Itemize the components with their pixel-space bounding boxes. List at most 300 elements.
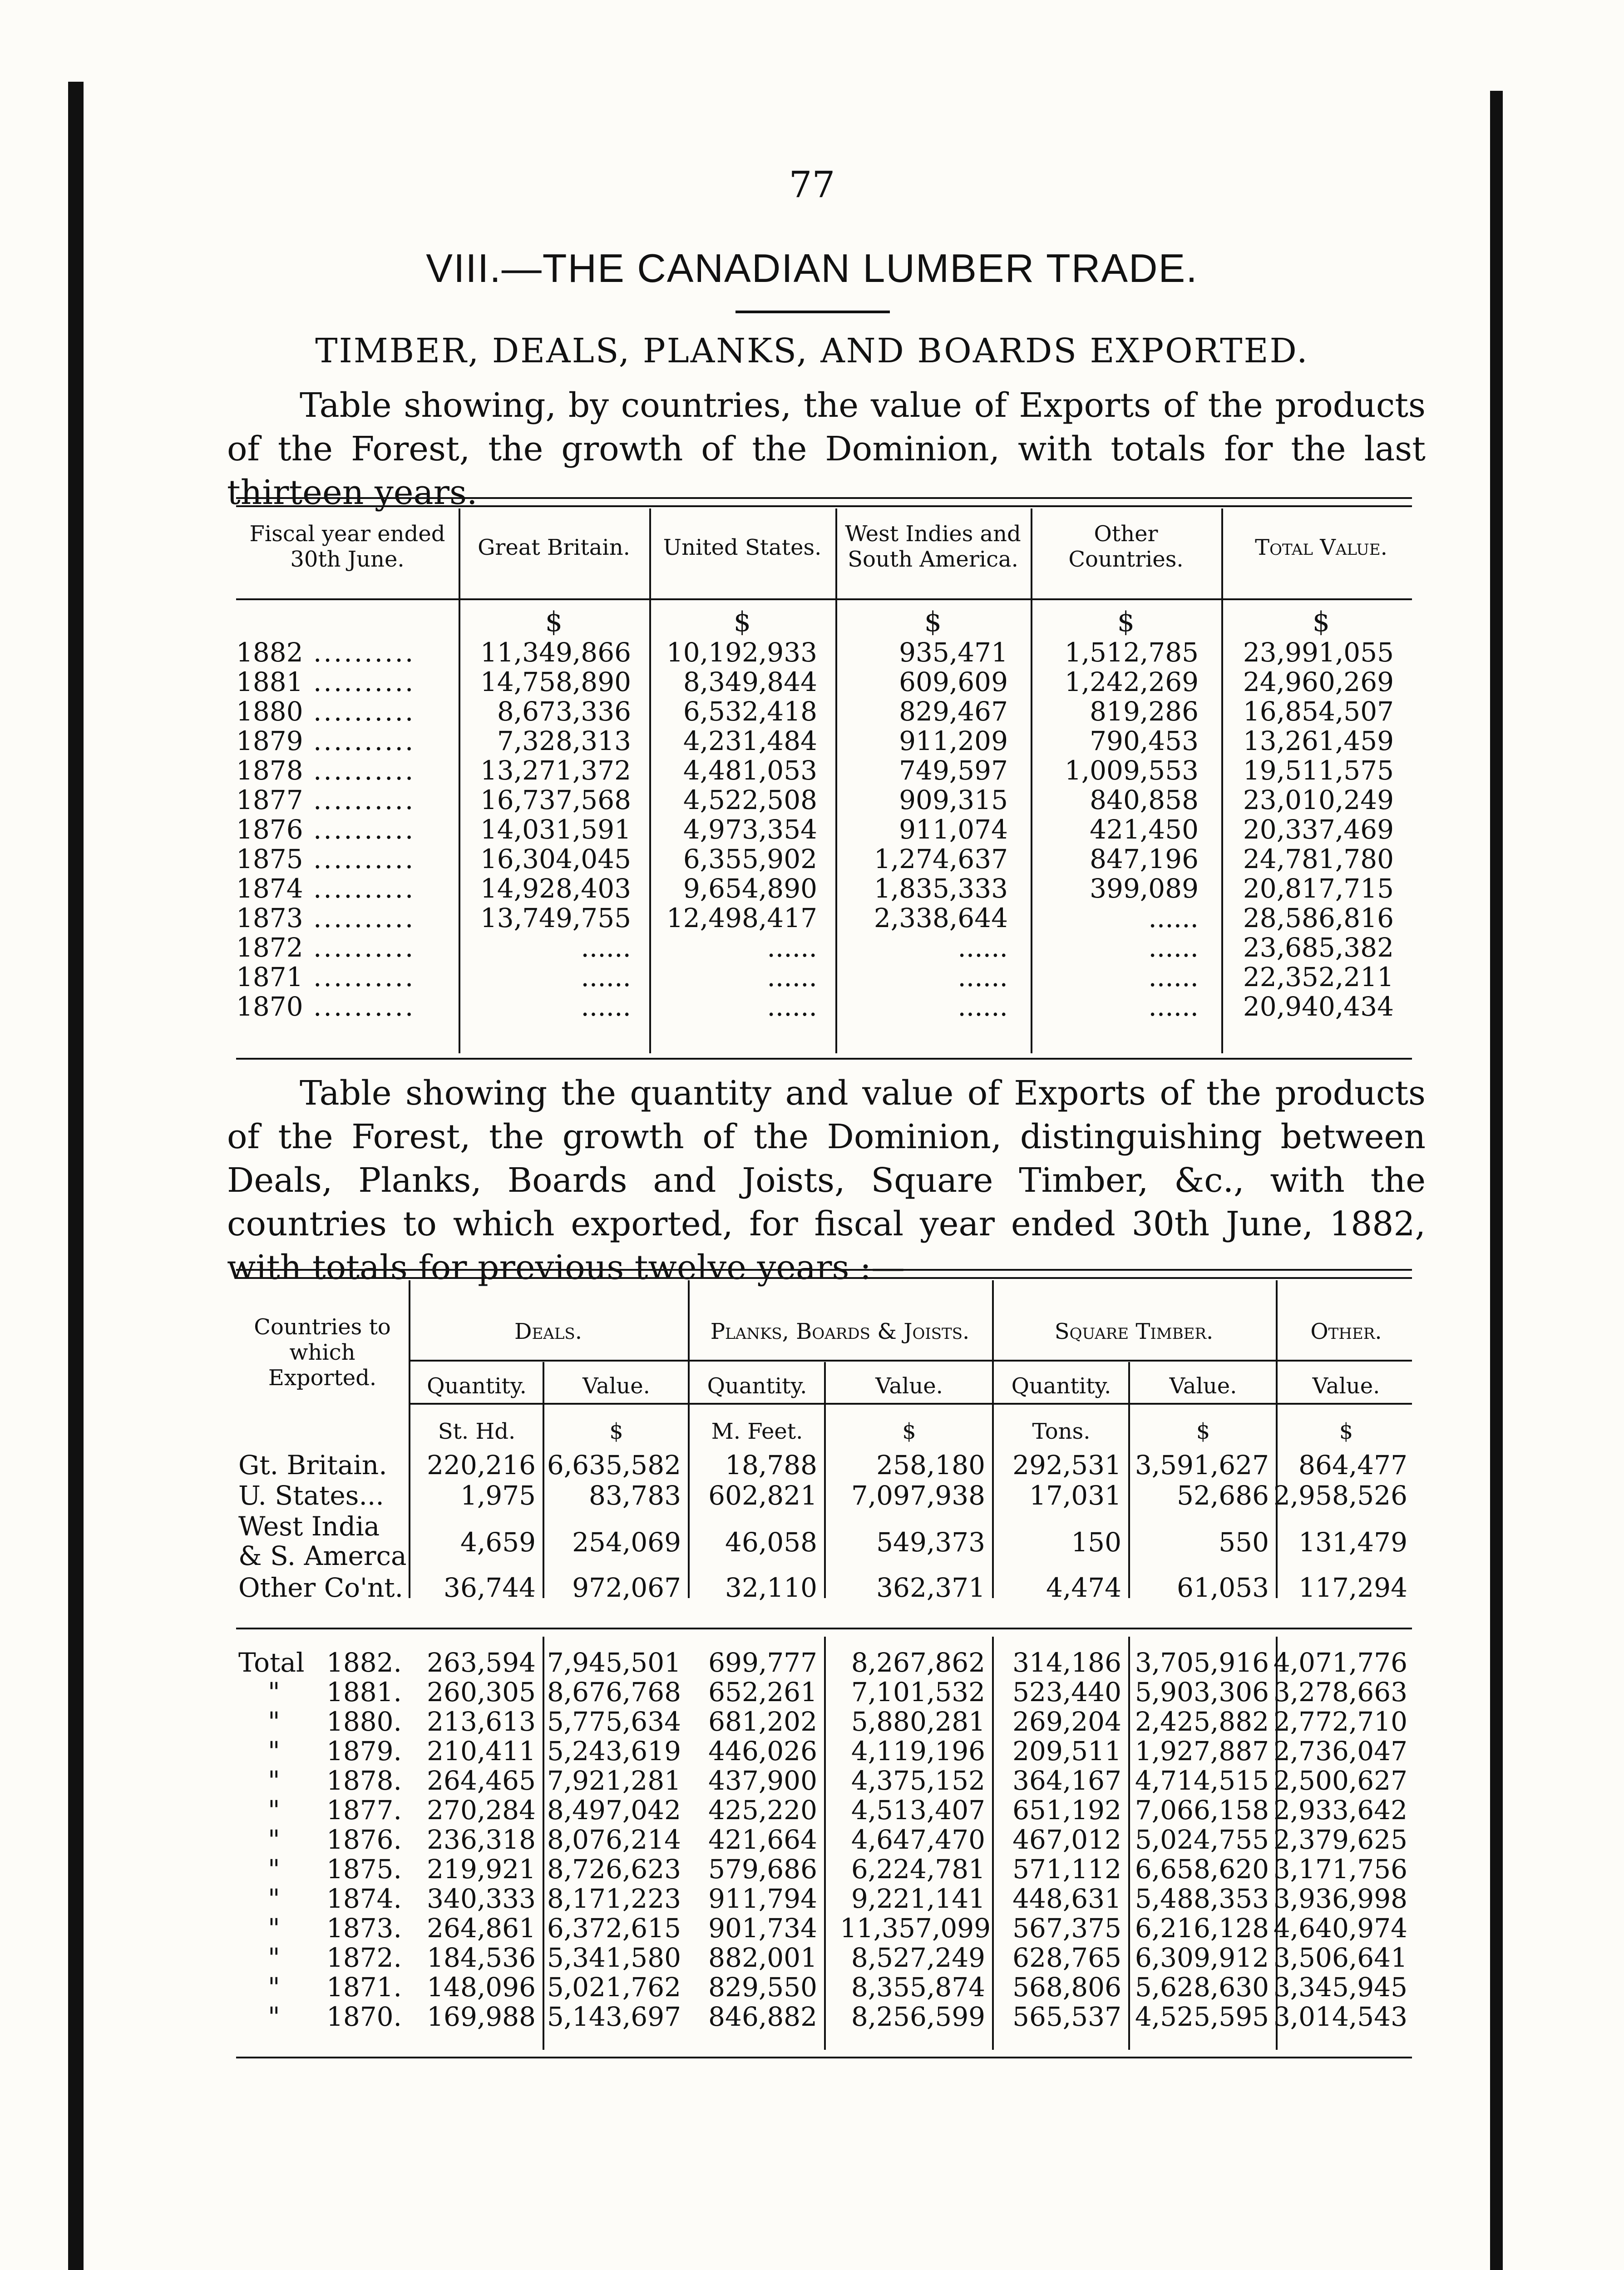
t2-cell-total-label: Total <box>238 1647 305 1678</box>
t2-unit: $ <box>1196 1419 1210 1444</box>
t2-cell-square-quantity: 209,511 <box>1012 1736 1121 1767</box>
t2-cell-deals-value: 83,783 <box>589 1480 681 1511</box>
t1-cell-total-value: 20,337,469 <box>1243 814 1394 845</box>
t1-cell-west-indies: 935,471 <box>899 637 1008 668</box>
t2-cell-square-value: 5,628,630 <box>1135 1972 1269 2003</box>
t2-header-deals: Deals. <box>514 1319 582 1344</box>
t2-cell-square-quantity: 565,537 <box>1012 2001 1121 2032</box>
t2-cell-square-quantity: 364,167 <box>1012 1765 1121 1796</box>
t2-cell-square-quantity: 314,186 <box>1012 1647 1121 1678</box>
t1-cell-year: 1876 <box>236 814 303 845</box>
t2-cell-square-quantity: 571,112 <box>1012 1854 1121 1885</box>
t2-unit: M. Feet. <box>711 1419 803 1444</box>
t1-cell-great-britain: 14,928,403 <box>480 873 631 904</box>
t2-cell-square-quantity: 568,806 <box>1012 1972 1121 2003</box>
table-2-group-rule <box>409 1360 1412 1362</box>
t2-cell-planks-value: 4,119,196 <box>851 1736 985 1767</box>
t2-cell-deals-quantity: 260,305 <box>427 1677 536 1707</box>
t2-cell-deals-value: 7,921,281 <box>547 1765 681 1796</box>
t2-cell-planks-value: 8,267,862 <box>851 1647 985 1678</box>
t1-cell-great-britain: 7,328,313 <box>497 725 631 756</box>
t2-cell-planks-value: 258,180 <box>876 1450 985 1480</box>
t1-cell-west-indies: ...... <box>958 991 1008 1022</box>
t1-cell-united-states: 6,532,418 <box>683 696 817 727</box>
t2-cell-country: West India <box>238 1511 380 1542</box>
t2-cell-square-value: 4,714,515 <box>1135 1765 1269 1796</box>
t2-cell-total-label: " <box>268 1677 280 1707</box>
t1-cell-united-states: 10,192,933 <box>666 637 817 668</box>
t1-cell-united-states: 6,355,902 <box>683 844 817 874</box>
table-row <box>0 1796 1624 1825</box>
t2-cell-planks-value: 9,221,141 <box>851 1883 985 1914</box>
table-row <box>0 1825 1624 1855</box>
t2-cell-deals-quantity: 1,975 <box>460 1480 536 1511</box>
t1-cell-total-value: 24,960,269 <box>1243 666 1394 697</box>
intro-paragraph-1: Table showing, by countries, the value of Exports of the products of the Forest, the growth of the Dominion, with totals for the last thirteen years. <box>227 386 1426 512</box>
t2-cell-total-year: 1876. <box>326 1824 402 1855</box>
t2-header-countries: Countries to which Exported. <box>254 1314 391 1391</box>
t2-cell-total-label: " <box>268 1942 280 1973</box>
t2-cell-planks-quantity: 446,026 <box>708 1736 817 1767</box>
t1-cell-united-states: 8,349,844 <box>683 666 817 697</box>
t1-cell-great-britain: 14,758,890 <box>480 666 631 697</box>
t2-cell-other-value: 3,014,543 <box>1273 2001 1407 2032</box>
t1-cell-year: 1878 <box>236 755 303 786</box>
t2-cell-total-label: " <box>268 1972 280 2003</box>
table-row <box>0 874 1624 903</box>
t2-cell-other-value: 2,379,625 <box>1273 1824 1407 1855</box>
t1-header-total-value: Total Value. <box>1255 535 1387 560</box>
t1-cell-total-value: 23,010,249 <box>1243 785 1394 815</box>
t2-cell-square-quantity: 651,192 <box>1012 1795 1121 1826</box>
t2-cell-square-value: 61,053 <box>1177 1572 1269 1603</box>
leader-dots: .......... <box>313 991 415 1022</box>
t2-cell-deals-value: 6,372,615 <box>547 1913 681 1944</box>
t2-cell-other-value: 864,477 <box>1298 1450 1407 1480</box>
leader-dots: .......... <box>313 755 415 786</box>
t2-cell-other-value: 4,640,974 <box>1273 1913 1407 1944</box>
section-title: VIII.—THE CANADIAN LUMBER TRADE. <box>426 246 1198 291</box>
t2-cell-deals-quantity: 236,318 <box>427 1824 536 1855</box>
table-row <box>0 726 1624 756</box>
t2-cell-planks-value: 4,375,152 <box>851 1765 985 1796</box>
t2-cell-other-value: 2,500,627 <box>1273 1765 1407 1796</box>
table-2-subcol-rule <box>1128 1362 1130 1598</box>
t1-cell-total-value: 20,817,715 <box>1243 873 1394 904</box>
t2-cell-square-quantity: 4,474 <box>1046 1572 1121 1603</box>
t2-cell-deals-quantity: 36,744 <box>444 1572 536 1603</box>
table-1-header-rule <box>236 598 1412 600</box>
t2-cell-total-label: " <box>268 1795 280 1826</box>
t2-unit: $ <box>1339 1419 1353 1444</box>
t1-cell-other-countries: 840,858 <box>1090 785 1199 815</box>
leader-dots: .......... <box>313 666 415 697</box>
title-rule <box>735 311 890 313</box>
t2-cell-total-year: 1872. <box>326 1942 402 1973</box>
page-number: 77 <box>789 163 835 206</box>
t2-sub-value: Value. <box>1312 1373 1380 1399</box>
t1-cell-total-value: 23,991,055 <box>1243 637 1394 668</box>
t2-cell-planks-quantity: 699,777 <box>708 1647 817 1678</box>
leader-dots: .......... <box>313 932 415 963</box>
t1-cell-west-indies: ...... <box>958 932 1008 963</box>
t2-cell-square-quantity: 523,440 <box>1012 1677 1121 1707</box>
t2-unit: $ <box>609 1419 623 1444</box>
t1-cell-other-countries: 421,450 <box>1090 814 1199 845</box>
t1-cell-total-value: 22,352,211 <box>1243 962 1394 992</box>
t2-cell-square-value: 7,066,158 <box>1135 1795 1269 1826</box>
table-row <box>0 697 1624 726</box>
t1-header-great-britain: Great Britain. <box>478 535 630 560</box>
leader-dots: .......... <box>313 903 415 933</box>
t1-cell-west-indies: 749,597 <box>899 755 1008 786</box>
leader-dots: .......... <box>313 785 415 815</box>
t2-cell-deals-value: 8,497,042 <box>547 1795 681 1826</box>
t2-sub-value: Value. <box>582 1373 650 1399</box>
t2-cell-other-value: 2,933,642 <box>1273 1795 1407 1826</box>
t1-cell-united-states: 9,654,890 <box>683 873 817 904</box>
t1-cell-year: 1881 <box>236 666 303 697</box>
t2-cell-planks-value: 8,527,249 <box>851 1942 985 1973</box>
leader-dots: .......... <box>313 814 415 845</box>
t2-cell-planks-value: 549,373 <box>876 1527 985 1558</box>
t2-cell-other-value: 3,345,945 <box>1273 1972 1407 2003</box>
t2-cell-square-value: 3,591,627 <box>1135 1450 1269 1480</box>
t2-cell-square-value: 5,488,353 <box>1135 1883 1269 1914</box>
t2-cell-deals-value: 254,069 <box>572 1527 681 1558</box>
t2-cell-deals-quantity: 270,284 <box>427 1795 536 1826</box>
t1-unit-dollar: $ <box>733 606 751 638</box>
t1-cell-united-states: 4,973,354 <box>683 814 817 845</box>
table-row <box>0 903 1624 933</box>
t2-cell-planks-quantity: 901,734 <box>708 1913 817 1944</box>
leader-dots: .......... <box>313 962 415 992</box>
t2-cell-deals-value: 972,067 <box>572 1572 681 1603</box>
table-row <box>0 785 1624 815</box>
table-row <box>0 1737 1624 1766</box>
t2-cell-other-value: 3,171,756 <box>1273 1854 1407 1885</box>
t1-cell-other-countries: 819,286 <box>1090 696 1199 727</box>
t1-cell-great-britain: 13,271,372 <box>480 755 631 786</box>
t2-cell-square-quantity: 567,375 <box>1012 1913 1121 1944</box>
t1-cell-year: 1879 <box>236 725 303 756</box>
table-2-bottom-rule <box>236 2057 1412 2058</box>
t1-cell-year: 1880 <box>236 696 303 727</box>
t1-cell-great-britain: 16,737,568 <box>480 785 631 815</box>
t2-cell-other-value: 3,506,641 <box>1273 1942 1407 1973</box>
table-row <box>0 815 1624 844</box>
t2-cell-deals-value: 8,726,623 <box>547 1854 681 1885</box>
table-row <box>0 1707 1624 1737</box>
leader-dots: .......... <box>313 844 415 874</box>
t1-cell-west-indies: 609,609 <box>899 666 1008 697</box>
t2-cell-planks-quantity: 46,058 <box>725 1527 817 1558</box>
t1-cell-other-countries: 790,453 <box>1090 725 1199 756</box>
t2-unit: St. Hd. <box>438 1419 516 1444</box>
t2-cell-total-label: " <box>268 1736 280 1767</box>
t2-cell-total-year: 1877. <box>326 1795 402 1826</box>
t2-cell-other-value: 131,479 <box>1298 1527 1407 1558</box>
t1-cell-great-britain: ...... <box>581 991 631 1022</box>
t1-cell-year: 1871 <box>236 962 303 992</box>
t2-cell-planks-quantity: 681,202 <box>708 1706 817 1737</box>
t2-cell-planks-value: 8,355,874 <box>851 1972 985 2003</box>
t1-cell-year: 1874 <box>236 873 303 904</box>
leader-dots: .......... <box>313 725 415 756</box>
t1-cell-year: 1872 <box>236 932 303 963</box>
t1-cell-west-indies: 909,315 <box>899 785 1008 815</box>
t2-cell-deals-value: 5,021,762 <box>547 1972 681 2003</box>
t1-cell-total-value: 20,940,434 <box>1243 991 1394 1022</box>
t2-cell-square-value: 4,525,595 <box>1135 2001 1269 2032</box>
leader-dots: .......... <box>313 637 415 668</box>
t2-cell-square-value: 5,903,306 <box>1135 1677 1269 1707</box>
leader-dots: .......... <box>313 696 415 727</box>
t2-cell-country: Gt. Britain. <box>238 1450 387 1480</box>
t2-cell-total-label: " <box>268 2001 280 2032</box>
t2-cell-planks-quantity: 579,686 <box>708 1854 817 1885</box>
table-2-subcol-rule <box>824 1362 826 1598</box>
t2-cell-total-label: " <box>268 1913 280 1944</box>
t2-cell-square-value: 5,024,755 <box>1135 1824 1269 1855</box>
t1-cell-great-britain: 8,673,336 <box>497 696 631 727</box>
t2-cell-deals-quantity: 210,411 <box>427 1736 536 1767</box>
t1-cell-united-states: 4,522,508 <box>683 785 817 815</box>
t2-cell-planks-value: 5,880,281 <box>851 1706 985 1737</box>
t2-cell-planks-value: 362,371 <box>876 1572 985 1603</box>
t2-cell-square-value: 6,658,620 <box>1135 1854 1269 1885</box>
t2-cell-square-quantity: 292,531 <box>1012 1450 1121 1480</box>
t2-cell-total-label: " <box>268 1854 280 1885</box>
subtitle: TIMBER, DEALS, PLANKS, AND BOARDS EXPORTED. <box>315 331 1309 370</box>
table-row <box>0 1451 1624 1480</box>
t2-cell-square-quantity: 467,012 <box>1012 1824 1121 1855</box>
t2-cell-deals-quantity: 219,921 <box>427 1854 536 1885</box>
t2-cell-deals-value: 5,341,580 <box>547 1942 681 1973</box>
t1-cell-west-indies: 2,338,644 <box>874 903 1008 933</box>
t2-cell-total-year: 1879. <box>326 1736 402 1767</box>
table-row <box>0 1481 1624 1510</box>
table-row <box>0 1914 1624 1943</box>
table-2-totals-rule <box>236 1628 1412 1629</box>
t2-sub-quantity: Quantity. <box>707 1373 807 1399</box>
table-row <box>0 667 1624 697</box>
t2-cell-total-label: " <box>268 1883 280 1914</box>
t1-cell-other-countries: 847,196 <box>1090 844 1199 874</box>
t1-cell-great-britain: 13,749,755 <box>480 903 631 933</box>
t1-cell-total-value: 13,261,459 <box>1243 725 1394 756</box>
t2-header-other: Other. <box>1310 1319 1382 1344</box>
t2-cell-planks-value: 4,647,470 <box>851 1824 985 1855</box>
t2-cell-planks-quantity: 18,788 <box>725 1450 817 1480</box>
table-row <box>0 1766 1624 1796</box>
t2-cell-square-value: 6,309,912 <box>1135 1942 1269 1973</box>
t2-cell-square-quantity: 150 <box>1071 1527 1121 1558</box>
t2-cell-deals-quantity: 263,594 <box>427 1647 536 1678</box>
t2-cell-planks-quantity: 829,550 <box>708 1972 817 2003</box>
t1-header-united-states: United States. <box>663 535 822 560</box>
t2-cell-planks-quantity: 32,110 <box>725 1572 817 1603</box>
t1-cell-west-indies: 1,274,637 <box>874 844 1008 874</box>
t1-cell-year: 1873 <box>236 903 303 933</box>
t2-cell-other-value: 2,772,710 <box>1273 1706 1407 1737</box>
t2-cell-deals-value: 8,076,214 <box>547 1824 681 1855</box>
t2-cell-planks-quantity: 425,220 <box>708 1795 817 1826</box>
table-row <box>0 844 1624 874</box>
t2-cell-square-quantity: 628,765 <box>1012 1942 1121 1973</box>
t2-cell-country: U. States... <box>238 1480 384 1511</box>
t2-cell-planks-quantity: 882,001 <box>708 1942 817 1973</box>
t2-cell-total-year: 1873. <box>326 1913 402 1944</box>
t2-cell-deals-value: 8,171,223 <box>547 1883 681 1914</box>
t1-cell-other-countries: ...... <box>1148 962 1199 992</box>
t1-cell-other-countries: ...... <box>1148 991 1199 1022</box>
t2-cell-deals-value: 5,243,619 <box>547 1736 681 1767</box>
table-row <box>0 2002 1624 2032</box>
t2-cell-deals-value: 5,143,697 <box>547 2001 681 2032</box>
t2-cell-square-quantity: 269,204 <box>1012 1706 1121 1737</box>
intro-paragraph-2: Table showing the quantity and value of Exports of the products of the Forest, the growth of the Dominion, distinguishing between Deals, Planks, Boards and Joists, Square Timber, &c., with the countries to which exported, for fiscal year ended 30th June, 1882, with totals for previous twelve years :— <box>227 1074 1426 1287</box>
t1-cell-other-countries: 399,089 <box>1090 873 1199 904</box>
t2-cell-total-year: 1871. <box>326 1972 402 2003</box>
t2-header-planks: Planks, Boards & Joists. <box>710 1319 970 1344</box>
t1-unit-dollar: $ <box>1312 606 1330 638</box>
t2-cell-square-value: 2,425,882 <box>1135 1706 1269 1737</box>
t2-cell-deals-value: 6,635,582 <box>547 1450 681 1480</box>
t2-cell-total-year: 1881. <box>326 1677 402 1707</box>
t1-cell-united-states: ...... <box>767 991 817 1022</box>
t2-cell-square-value: 52,686 <box>1177 1480 1269 1511</box>
t2-cell-planks-quantity: 602,821 <box>708 1480 817 1511</box>
t1-cell-other-countries: 1,512,785 <box>1064 637 1199 668</box>
t1-cell-great-britain: 16,304,045 <box>480 844 631 874</box>
t2-cell-planks-value: 7,097,938 <box>851 1480 985 1511</box>
table-row <box>0 756 1624 785</box>
t2-cell-deals-quantity: 220,216 <box>427 1450 536 1480</box>
t1-cell-total-value: 28,586,816 <box>1243 903 1394 933</box>
t2-cell-deals-quantity: 148,096 <box>427 1972 536 2003</box>
t1-cell-united-states: 12,498,417 <box>666 903 817 933</box>
t1-cell-great-britain: ...... <box>581 932 631 963</box>
t1-cell-year: 1870 <box>236 991 303 1022</box>
t2-cell-planks-quantity: 846,882 <box>708 2001 817 2032</box>
table-row <box>0 1678 1624 1707</box>
t2-cell-deals-value: 5,775,634 <box>547 1706 681 1737</box>
t2-cell-other-value: 3,278,663 <box>1273 1677 1407 1707</box>
t2-header-square-timber: Square Timber. <box>1054 1319 1214 1344</box>
t2-cell-total-year: 1882. <box>326 1647 402 1678</box>
t2-cell-square-value: 1,927,887 <box>1135 1736 1269 1767</box>
t1-cell-other-countries: 1,009,553 <box>1064 755 1199 786</box>
table-row <box>0 962 1624 992</box>
t1-cell-great-britain: 11,349,866 <box>480 637 631 668</box>
t2-sub-value: Value. <box>875 1373 943 1399</box>
t2-sub-quantity: Quantity. <box>427 1373 527 1399</box>
t2-cell-total-year: 1874. <box>326 1883 402 1914</box>
t1-cell-year: 1875 <box>236 844 303 874</box>
t1-cell-other-countries: ...... <box>1148 903 1199 933</box>
t2-cell-deals-value: 7,945,501 <box>547 1647 681 1678</box>
t2-cell-other-value: 2,736,047 <box>1273 1736 1407 1767</box>
t2-cell-total-year: 1875. <box>326 1854 402 1885</box>
t1-cell-other-countries: ...... <box>1148 932 1199 963</box>
t1-cell-other-countries: 1,242,269 <box>1064 666 1199 697</box>
t2-cell-planks-value: 8,256,599 <box>851 2001 985 2032</box>
table-row <box>0 1855 1624 1884</box>
t1-cell-united-states: ...... <box>767 962 817 992</box>
t1-cell-west-indies: 1,835,333 <box>874 873 1008 904</box>
t1-cell-west-indies: ...... <box>958 962 1008 992</box>
table-1-bottom-rule <box>236 1058 1412 1060</box>
t1-cell-great-britain: ...... <box>581 962 631 992</box>
t2-cell-total-label: " <box>268 1824 280 1855</box>
t2-cell-total-year: 1878. <box>326 1765 402 1796</box>
t2-cell-country: & S. Amerca <box>238 1540 407 1571</box>
t2-cell-square-quantity: 17,031 <box>1029 1480 1121 1511</box>
t2-cell-total-label: " <box>268 1765 280 1796</box>
t2-cell-planks-value: 4,513,407 <box>851 1795 985 1826</box>
t2-cell-other-value: 117,294 <box>1298 1572 1407 1603</box>
t2-cell-deals-value: 8,676,768 <box>547 1677 681 1707</box>
t2-sub-value: Value. <box>1169 1373 1237 1399</box>
t2-cell-other-value: 2,958,526 <box>1273 1480 1407 1511</box>
table-row <box>0 1573 1624 1603</box>
t1-cell-west-indies: 829,467 <box>899 696 1008 727</box>
t2-cell-planks-quantity: 437,900 <box>708 1765 817 1796</box>
t1-header-year: Fiscal year ended 30th June. <box>249 521 445 572</box>
t2-cell-country: Other Co'nt. <box>238 1572 404 1603</box>
t1-cell-total-value: 24,781,780 <box>1243 844 1394 874</box>
table-row <box>0 933 1624 962</box>
t2-cell-other-value: 3,936,998 <box>1273 1883 1407 1914</box>
t1-cell-west-indies: 911,209 <box>899 725 1008 756</box>
t1-cell-united-states: ...... <box>767 932 817 963</box>
t2-cell-planks-value: 6,224,781 <box>851 1854 985 1885</box>
t1-unit-dollar: $ <box>545 606 563 638</box>
t1-header-other-countries: Other Countries. <box>1068 521 1184 572</box>
table-row <box>0 1648 1624 1678</box>
t2-cell-planks-quantity: 911,794 <box>708 1883 817 1914</box>
t1-unit-dollar: $ <box>1117 606 1135 638</box>
t1-cell-total-value: 19,511,575 <box>1243 755 1394 786</box>
t1-cell-united-states: 4,231,484 <box>683 725 817 756</box>
t2-cell-square-value: 550 <box>1219 1527 1269 1558</box>
t1-unit-dollar: $ <box>924 606 942 638</box>
table-row <box>0 638 1624 667</box>
t2-cell-planks-value: 7,101,532 <box>851 1677 985 1707</box>
t2-cell-square-quantity: 448,631 <box>1012 1883 1121 1914</box>
t2-unit: $ <box>902 1419 916 1444</box>
t1-cell-total-value: 16,854,507 <box>1243 696 1394 727</box>
t1-cell-west-indies: 911,074 <box>899 814 1008 845</box>
t2-cell-deals-quantity: 184,536 <box>427 1942 536 1973</box>
t2-sub-quantity: Quantity. <box>1011 1373 1111 1399</box>
t2-cell-planks-quantity: 652,261 <box>708 1677 817 1707</box>
table-row <box>0 1884 1624 1914</box>
t2-unit: Tons. <box>1032 1419 1091 1444</box>
t2-cell-deals-quantity: 4,659 <box>460 1527 536 1558</box>
t2-cell-planks-value: 11,357,099 <box>840 1913 991 1944</box>
t1-cell-great-britain: 14,031,591 <box>480 814 631 845</box>
table-row <box>0 1943 1624 1973</box>
t2-cell-other-value: 4,071,776 <box>1273 1647 1407 1678</box>
t1-cell-united-states: 4,481,053 <box>683 755 817 786</box>
table-2-top-rule <box>236 1269 1412 1279</box>
t2-cell-total-year: 1870. <box>326 2001 402 2032</box>
table-row <box>0 992 1624 1022</box>
t2-cell-deals-quantity: 340,333 <box>427 1883 536 1914</box>
leader-dots: .......... <box>313 873 415 904</box>
